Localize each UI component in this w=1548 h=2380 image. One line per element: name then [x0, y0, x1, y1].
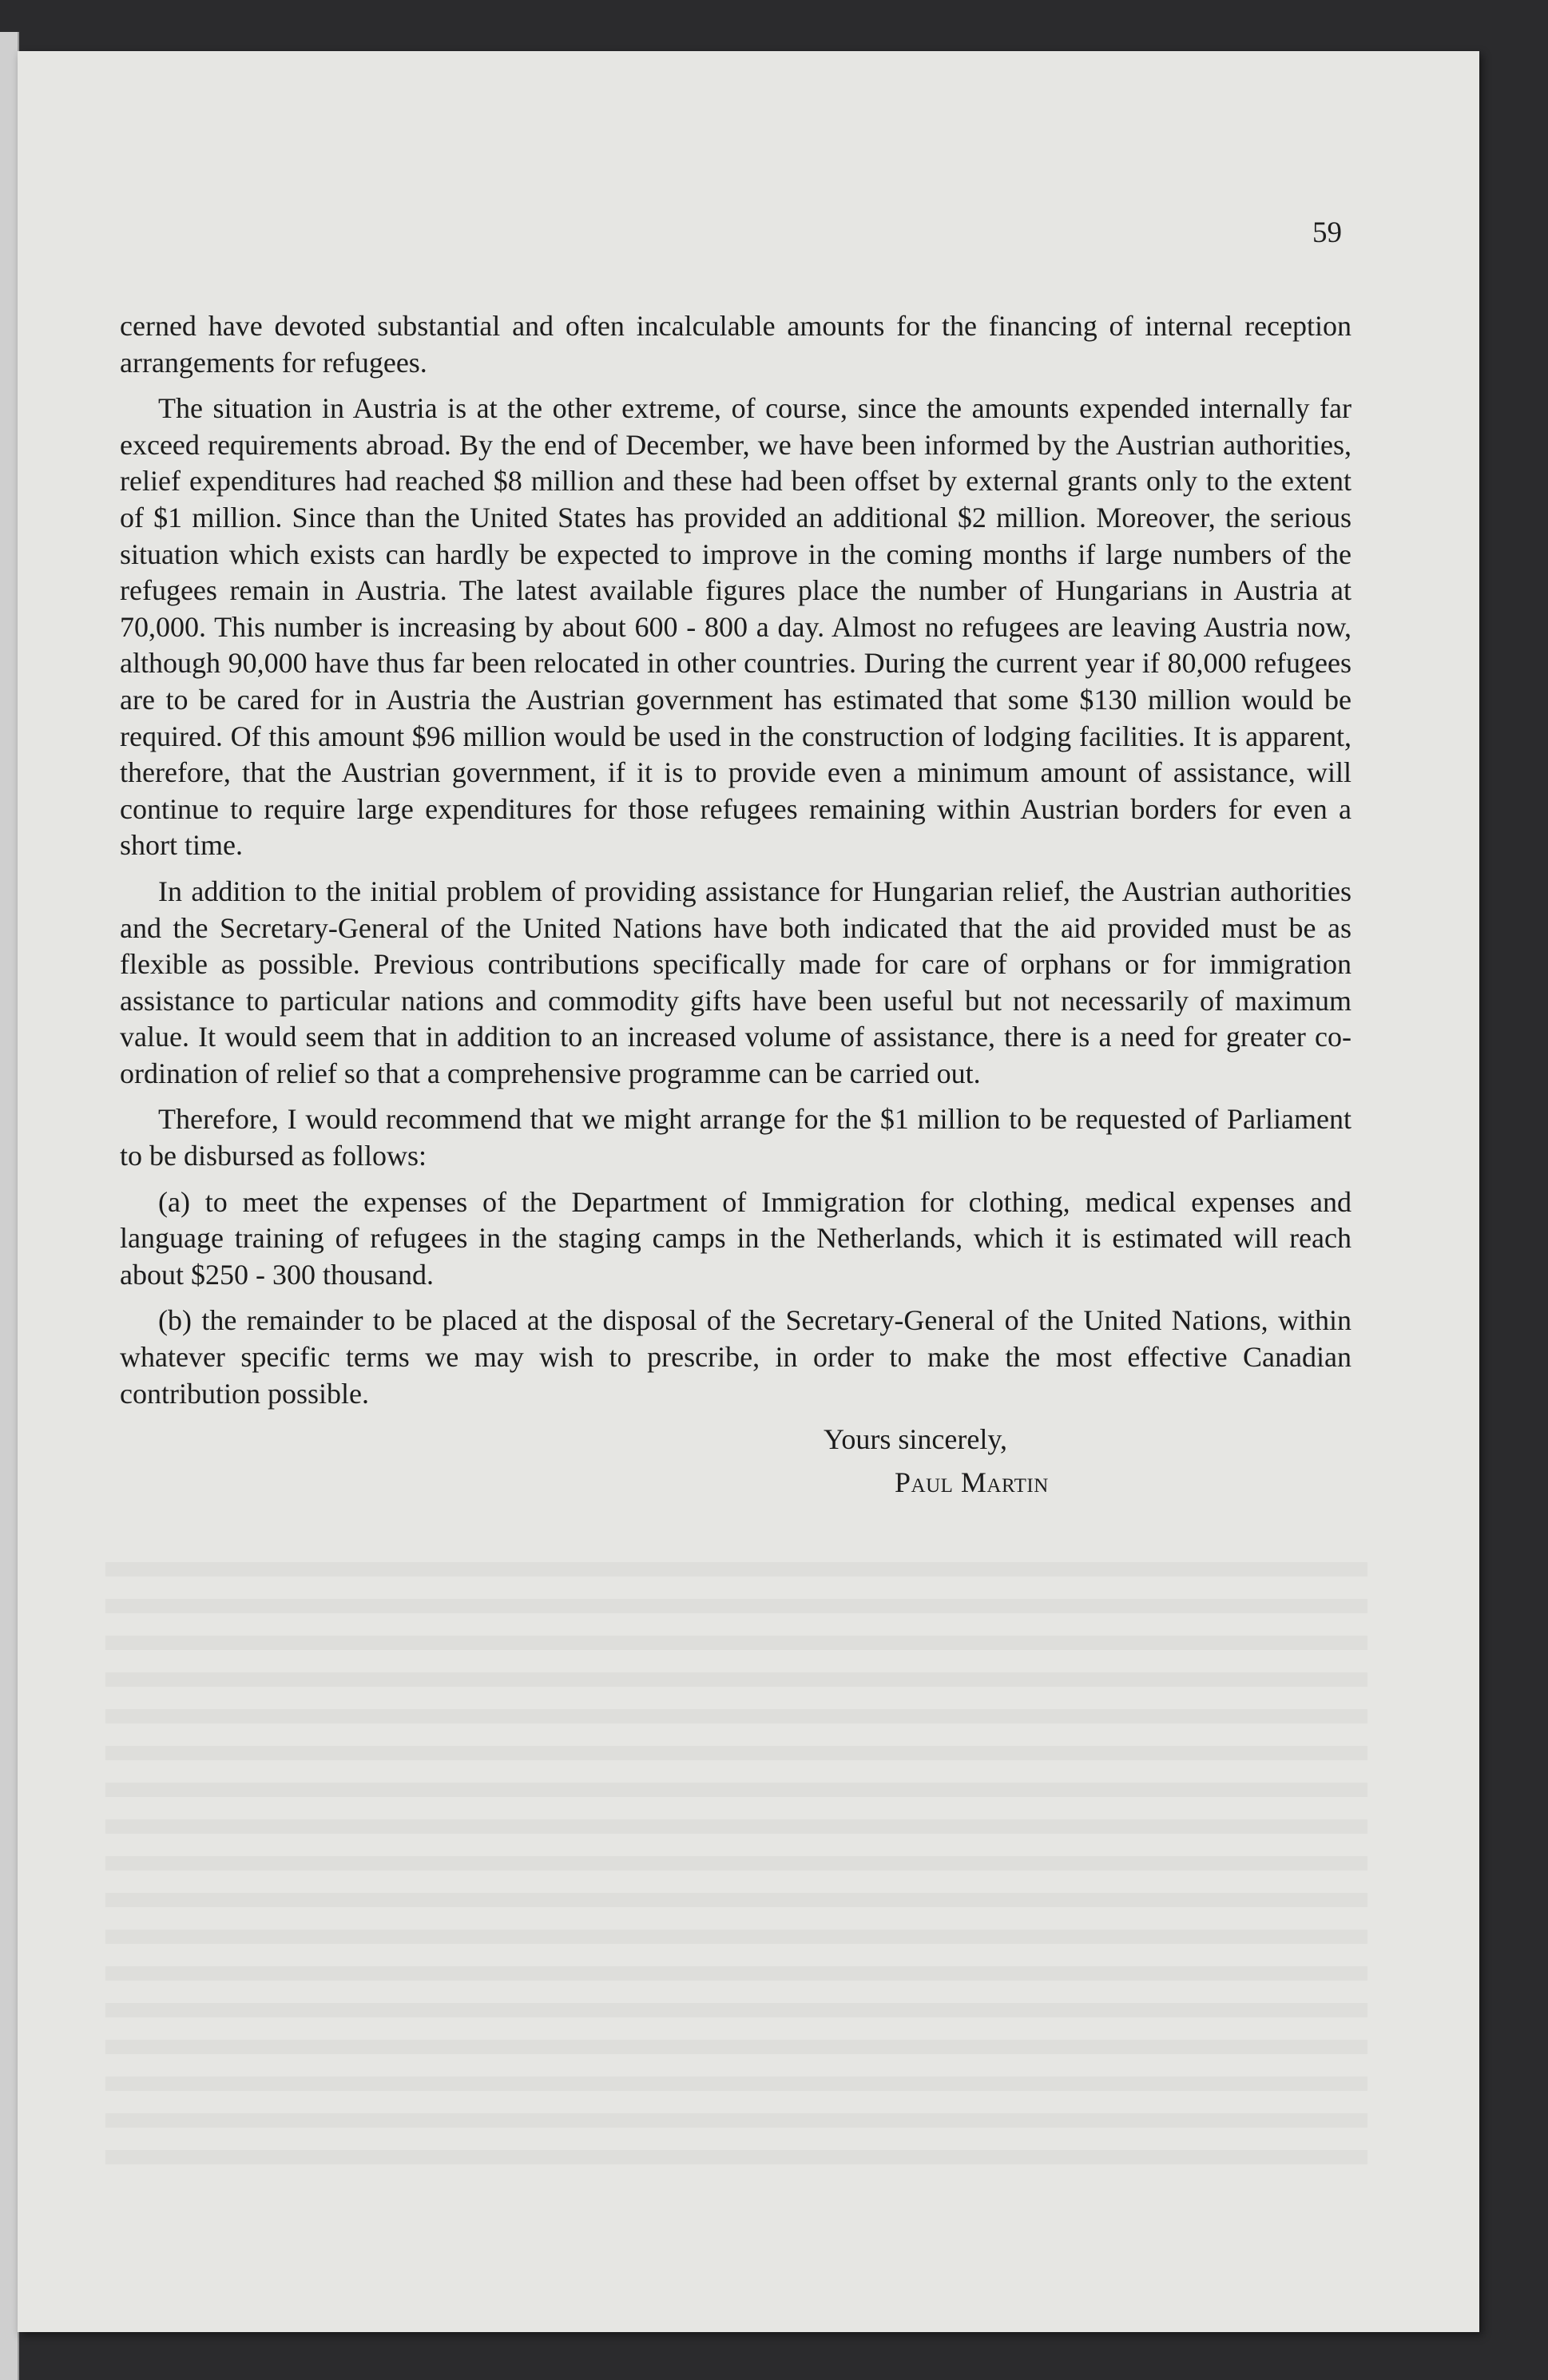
paragraph-continuation: cerned have devoted substantial and often incalculable amounts for the financing of internal reception arrangements for refugees.	[120, 310, 1352, 379]
document-page	[18, 51, 1479, 2332]
paragraph-flexible-aid: In addition to the initial problem of providing assistance for Hungarian relief, the Austrian authorities and the Secretary-General of the United Nations have both indicated that the aid provided must be as flexible as possible. Previous contributions specifically made for care of orphans or for immigration assistance to particular nations and commodity gifts have been useful but not necessarily of maximum value. It would seem that in addition to an increased volume of assistance, there is a need for greater co-ordination of relief so that a comprehensive programme can be carried out.	[120, 875, 1352, 1089]
paragraph-item-b: (b) the remainder to be placed at the disposal of the Secretary-General of the United Nations, within whatever specific terms we may wish to prescribe, in order to make the most effective Canadian contribution possible.	[120, 1304, 1352, 1410]
adjacent-page-edge	[0, 32, 19, 2380]
letter-closing	[120, 1422, 1352, 1501]
bleed-through-texture	[105, 1545, 1367, 2168]
paragraph-recommendation: Therefore, I would recommend that we might arrange for the $1 million to be requested of Parliament to be disbursed as follows:	[120, 1103, 1352, 1172]
closing-salutation: Yours sincerely,	[824, 1423, 1007, 1456]
letter-body	[120, 308, 1352, 1501]
page-number: 59	[1312, 216, 1342, 249]
paragraph-item-a: (a) to meet the expenses of the Department of Immigration for clothing, medical expenses and language training of refugees in the staging camps in the Netherlands, which it is estimated will reach about $250 - 300 thousand.	[120, 1185, 1352, 1291]
signature-name: Paul Martin	[895, 1466, 1049, 1498]
paragraph-austria-situation: The situation in Austria is at the other extreme, of course, since the amounts expended internally far exceed requirements abroad. By the end of December, we have been informed by the Austrian authorities, relief expenditures had reached $8 million and these had been offset by external grants only to the extent of $1 million. Since than the United States has provided an additional $2 million. Moreover, the serious situation which exists can hardly be expected to improve in the coming months if large numbers of the refugees remain in Austria. The latest available figures place the number of Hungarians in Austria at 70,000. This number is increasing by about 600 - 800 a day. Almost no refugees are leaving Austria now, although 90,000 have thus far been relocated in other countries. During the current year if 80,000 refugees are to be cared for in Austria the Austrian government has estimated that some $130 million would be required. Of this amount $96 million would be used in the construction of lodging facilities. It is apparent, therefore, that the Austrian government, if it is to provide even a minimum amount of assistance, will continue to require large expenditures for those refugees remaining within Austrian borders for even a short time.	[120, 392, 1352, 862]
